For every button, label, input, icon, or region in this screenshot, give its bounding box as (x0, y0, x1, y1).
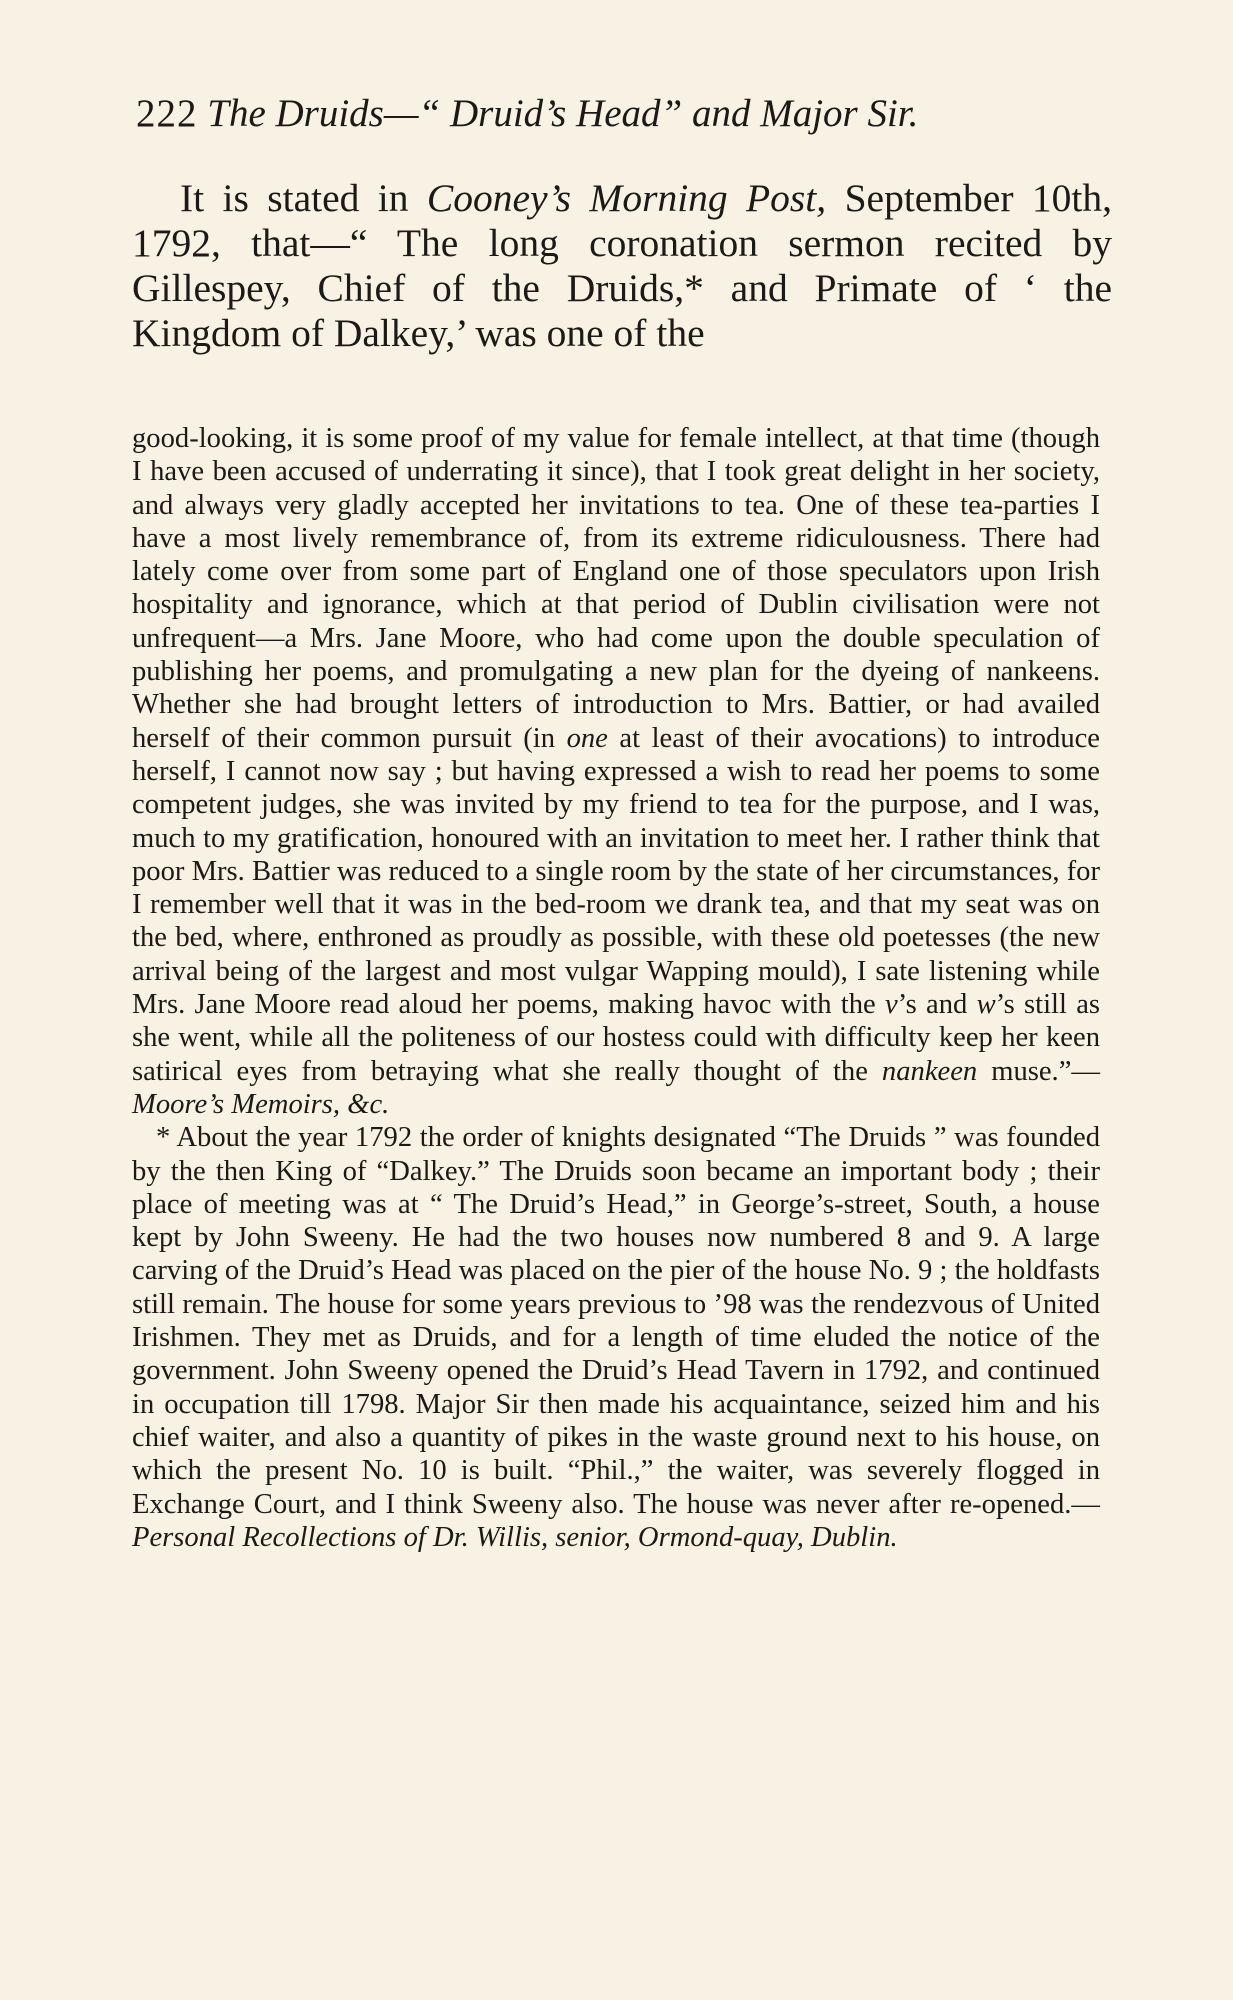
footnote (132, 1121, 1100, 1554)
cont-text-2: at least of their avocations) to introduce herself, I cannot now say ; but having expressed a wish to read her poems to some competent judges, she was invited by my friend to tea for the purpose, and I was, much to my gratification, honoured with an invitation to meet her. I rather think that poor Mrs. Battier was reduced to a single room by the state of her circumstances, for I remember well that it was in the bed-room we drank tea, and that my seat was on the bed, where, enthroned as proudly as possible, with these old poetesses (the new arrival being of the largest and most vulgar Wapping mould), I sate listening while Mrs. Jane Moore read aloud her poems, making havoc with the (132, 722, 1100, 1021)
cont-italic-w: w (976, 989, 996, 1021)
notes-block (132, 422, 1100, 1554)
footnote-text: * About the year 1792 the order of knights designated “The Druids ” was founded by the then King of “Dalkey.” The Druids soon became an important body ; their place of meeting was at “ The Druid’s Head,” in George’s-street, South, a house kept by John Sweeny. He had the two houses now numbered 8 and 9. A large carving of the Druid’s Head was placed on the pier of the house No. 9 ; the holdfasts still remain. The house for some years previous to ’98 was the rendezvous of United Irishmen. They met as Druids, and for a length of time eluded the notice of the government. John Sweeny opened the Druid’s Head Tavern in 1792, and continued in occupation till 1798. Major Sir then made his acquaintance, seized him and his chief waiter, and also a quantity of pikes in the waste ground next to his house, on which the present No. 10 is built. “Phil.,” the waiter, was severely flogged in Exchange Court, and I think Sweeny also. The house was never after re-opened.— (132, 1122, 1100, 1520)
lead-text-2: September 10th, 1792, that—“ The long coronation sermon recited by Gillespey, Chief of the Druids,* and Primate of ‘ the Kingdom of Dalkey,’ was one of the (132, 176, 1112, 355)
cont-italic-v: v (885, 989, 898, 1021)
cont-italic-one: one (566, 722, 608, 754)
running-title: The Druids—“ Druid’s Head” and Major Sir. (207, 92, 919, 135)
continued-note (132, 422, 1100, 1121)
lead-text-1: It is stated in (180, 176, 427, 220)
lead-source: Cooney’s Morning Post, (426, 176, 827, 220)
cont-text-4: ’s still as she went, while all the politeness of our hostess could with difficulty keep her keen satirical eyes from betraying what she really thought of the (132, 989, 1101, 1087)
cont-italic-nankeen: nankeen (881, 1055, 978, 1087)
cont-text-1: good-looking, it is some proof of my value for female intellect, at that time (though I have been accused of underrating it since), that I took great delight in her society, and always very gladly accepted her invitations to tea. One of these tea-parties I have a most lively remembrance of, from its extreme ridiculousness. There had lately come over from some part of England one of those speculators upon Irish hospitality and ignorance, which at that period of Dublin civilisation were not unfrequent—a Mrs. Jane Moore, who had come upon the double speculation of publishing her poems, and promulgating a new plan for the dyeing of nankeens. Whether she had brought letters of introduction to Mrs. Battier, or had availed herself of their common pursuit (in (132, 423, 1100, 754)
cont-citation: Moore’s Memoirs, &c. (132, 1088, 390, 1120)
page-number: 222 (136, 92, 198, 135)
cont-text-5: muse.”— (977, 1055, 1100, 1087)
footnote-citation: Personal Recollections of Dr. Willis, senior, Ormond-quay, Dublin. (132, 1521, 898, 1553)
main-paragraph (132, 176, 1112, 356)
running-header (136, 90, 1116, 138)
cont-text-3: ’s and (897, 989, 977, 1021)
